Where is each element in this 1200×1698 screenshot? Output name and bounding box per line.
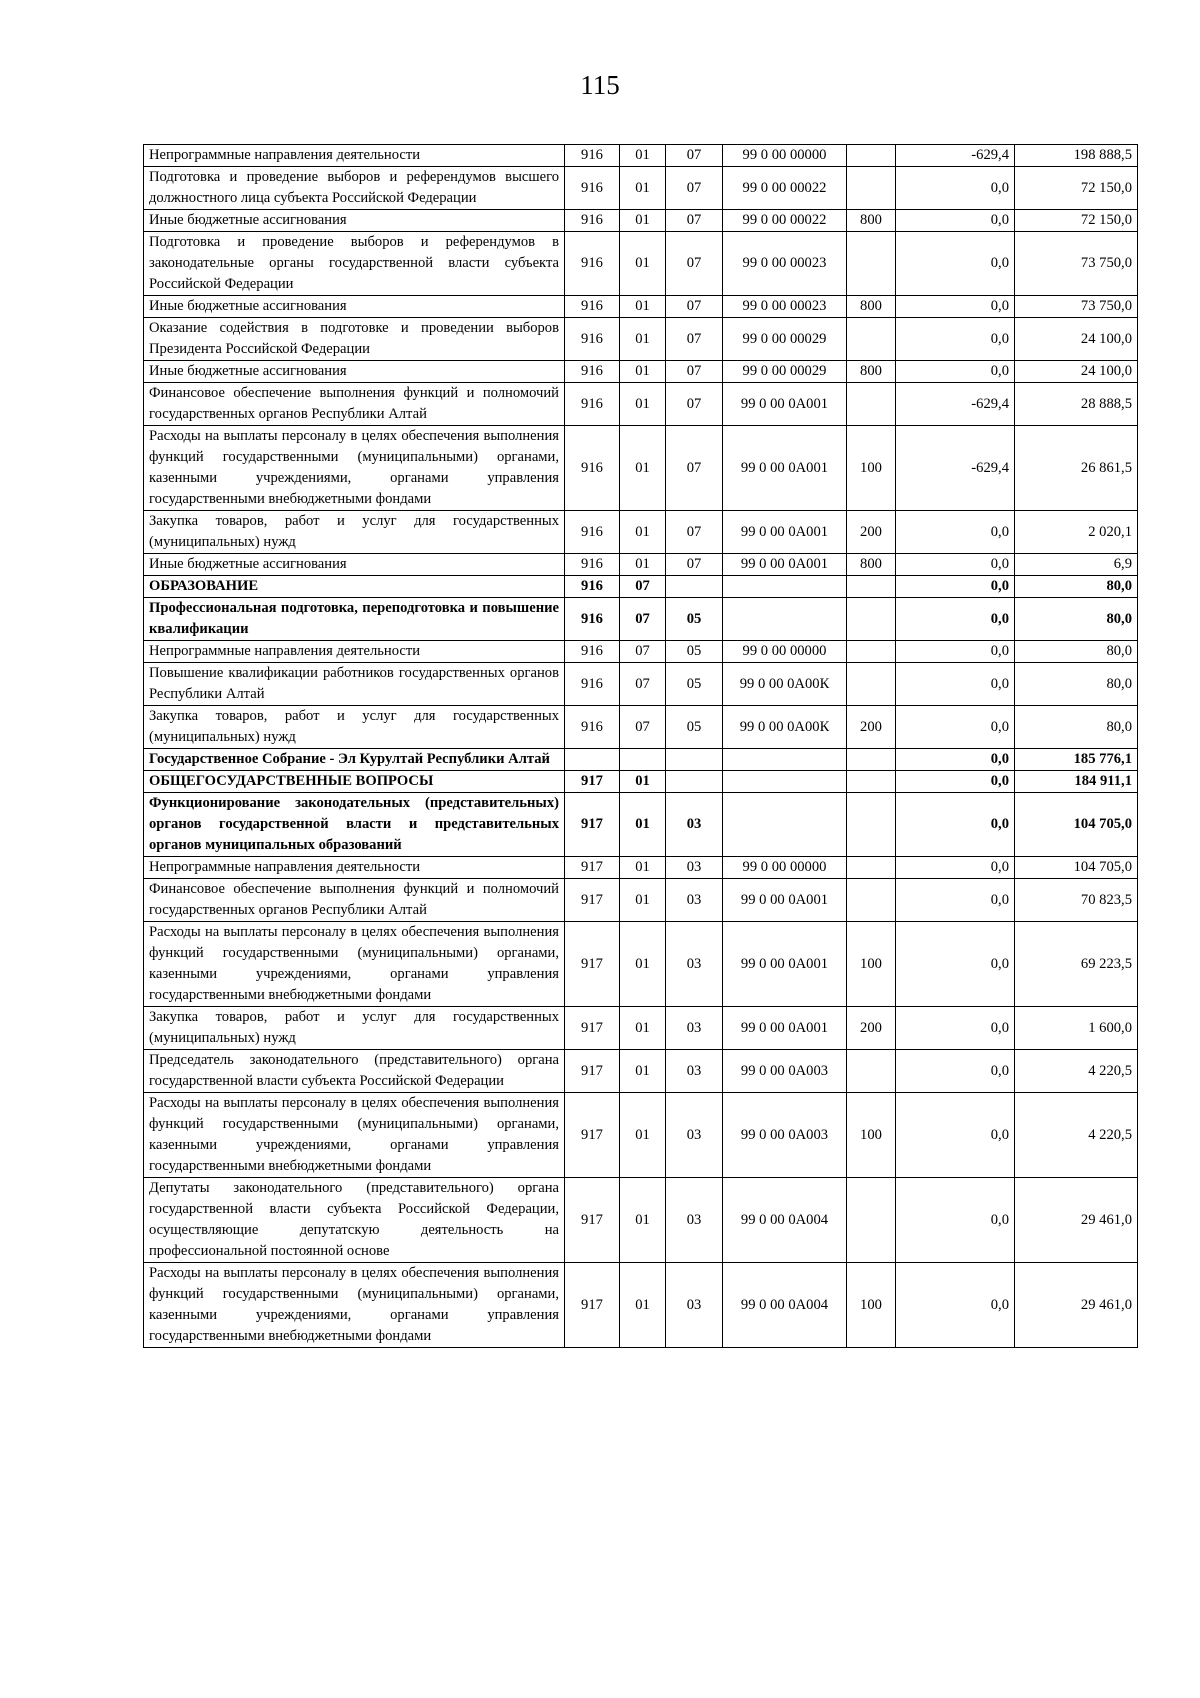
change-amount-cell: 0,0 <box>896 922 1015 1007</box>
row-name-cell: Расходы на выплаты персоналу в целях обеспечения выполнения функций государственными (муниципальными) органами, казенными учреждениями, органами управления государственными внебюджетными фондами <box>144 1093 565 1178</box>
grbs-code-cell: 916 <box>565 426 620 511</box>
change-amount-cell: 0,0 <box>896 296 1015 318</box>
change-amount-cell: 0,0 <box>896 210 1015 232</box>
expense-type-cell <box>847 1050 896 1093</box>
grbs-code-cell: 917 <box>565 1007 620 1050</box>
table-row <box>144 793 1138 857</box>
grbs-code-cell: 916 <box>565 554 620 576</box>
subsection-code-cell: 07 <box>666 426 723 511</box>
table-row <box>144 210 1138 232</box>
change-amount-cell: 0,0 <box>896 232 1015 296</box>
change-amount-cell: 0,0 <box>896 1093 1015 1178</box>
total-amount-cell: 104 705,0 <box>1015 857 1138 879</box>
row-name-cell: Расходы на выплаты персоналу в целях обеспечения выполнения функций государственными (муниципальными) органами, казенными учреждениями, органами управления государственными внебюджетными фондами <box>144 426 565 511</box>
change-amount-cell: 0,0 <box>896 749 1015 771</box>
total-amount-cell: 29 461,0 <box>1015 1263 1138 1348</box>
change-amount-cell: -629,4 <box>896 426 1015 511</box>
expense-type-cell <box>847 167 896 210</box>
expense-type-cell: 100 <box>847 1093 896 1178</box>
subsection-code-cell <box>666 749 723 771</box>
table-row <box>144 706 1138 749</box>
table-row <box>144 145 1138 167</box>
table-row <box>144 749 1138 771</box>
row-name-cell: Профессиональная подготовка, переподготовка и повышение квалификации <box>144 598 565 641</box>
expense-type-cell: 100 <box>847 1263 896 1348</box>
row-name-cell: Расходы на выплаты персоналу в целях обеспечения выполнения функций государственными (муниципальными) органами, казенными учреждениями, органами управления государственными внебюджетными фондами <box>144 1263 565 1348</box>
total-amount-cell: 70 823,5 <box>1015 879 1138 922</box>
grbs-code-cell: 916 <box>565 232 620 296</box>
section-code-cell: 07 <box>620 598 666 641</box>
change-amount-cell: 0,0 <box>896 361 1015 383</box>
table-row <box>144 1007 1138 1050</box>
expense-type-cell <box>847 232 896 296</box>
expense-type-cell: 200 <box>847 706 896 749</box>
grbs-code-cell: 916 <box>565 576 620 598</box>
total-amount-cell: 72 150,0 <box>1015 210 1138 232</box>
row-name-cell: Председатель законодательного (представительного) органа государственной власти субъекта Российской Федерации <box>144 1050 565 1093</box>
row-name-cell: ОБРАЗОВАНИЕ <box>144 576 565 598</box>
table-row <box>144 318 1138 361</box>
subsection-code-cell: 05 <box>666 598 723 641</box>
target-article-cell: 99 0 00 00000 <box>723 641 847 663</box>
section-code-cell: 01 <box>620 1093 666 1178</box>
target-article-cell: 99 0 00 00029 <box>723 361 847 383</box>
section-code-cell: 07 <box>620 576 666 598</box>
subsection-code-cell: 07 <box>666 145 723 167</box>
row-name-cell: Функционирование законодательных (представительных) органов государственной власти и представительных органов муниципальных образований <box>144 793 565 857</box>
subsection-code-cell <box>666 771 723 793</box>
target-article-cell <box>723 598 847 641</box>
grbs-code-cell: 916 <box>565 296 620 318</box>
section-code-cell: 01 <box>620 210 666 232</box>
expense-type-cell <box>847 1178 896 1263</box>
section-code-cell: 01 <box>620 511 666 554</box>
row-name-cell: Непрограммные направления деятельности <box>144 641 565 663</box>
expense-type-cell: 100 <box>847 922 896 1007</box>
change-amount-cell: 0,0 <box>896 771 1015 793</box>
subsection-code-cell: 07 <box>666 296 723 318</box>
section-code-cell: 01 <box>620 771 666 793</box>
subsection-code-cell: 07 <box>666 511 723 554</box>
page-number: 115 <box>580 70 620 100</box>
section-code-cell: 01 <box>620 318 666 361</box>
table-row <box>144 1093 1138 1178</box>
row-name-cell: Расходы на выплаты персоналу в целях обеспечения выполнения функций государственными (муниципальными) органами, казенными учреждениями, органами управления государственными внебюджетными фондами <box>144 922 565 1007</box>
section-code-cell <box>620 749 666 771</box>
section-code-cell: 01 <box>620 857 666 879</box>
table-row <box>144 771 1138 793</box>
subsection-code-cell: 03 <box>666 1050 723 1093</box>
change-amount-cell: 0,0 <box>896 879 1015 922</box>
row-name-cell: Непрограммные направления деятельности <box>144 145 565 167</box>
expense-type-cell: 100 <box>847 426 896 511</box>
table-row <box>144 383 1138 426</box>
total-amount-cell: 73 750,0 <box>1015 232 1138 296</box>
table-body <box>144 145 1138 1348</box>
section-code-cell: 07 <box>620 663 666 706</box>
table-row <box>144 167 1138 210</box>
change-amount-cell: 0,0 <box>896 663 1015 706</box>
expense-type-cell <box>847 598 896 641</box>
table-row <box>144 1050 1138 1093</box>
row-name-cell: Финансовое обеспечение выполнения функций и полномочий государственных органов Республики Алтай <box>144 879 565 922</box>
expense-type-cell <box>847 318 896 361</box>
section-code-cell: 01 <box>620 879 666 922</box>
change-amount-cell: 0,0 <box>896 576 1015 598</box>
total-amount-cell: 69 223,5 <box>1015 922 1138 1007</box>
grbs-code-cell: 917 <box>565 1178 620 1263</box>
row-name-cell: Подготовка и проведение выборов и референдумов в законодательные органы государственной власти субъекта Российской Федерации <box>144 232 565 296</box>
total-amount-cell: 104 705,0 <box>1015 793 1138 857</box>
total-amount-cell: 29 461,0 <box>1015 1178 1138 1263</box>
grbs-code-cell: 917 <box>565 922 620 1007</box>
row-name-cell: Повышение квалификации работников государственных органов Республики Алтай <box>144 663 565 706</box>
section-code-cell: 01 <box>620 296 666 318</box>
total-amount-cell: 80,0 <box>1015 706 1138 749</box>
expense-type-cell: 800 <box>847 554 896 576</box>
total-amount-cell: 72 150,0 <box>1015 167 1138 210</box>
section-code-cell: 01 <box>620 232 666 296</box>
table-row <box>144 922 1138 1007</box>
total-amount-cell: 73 750,0 <box>1015 296 1138 318</box>
table-row <box>144 857 1138 879</box>
grbs-code-cell: 916 <box>565 511 620 554</box>
table-row <box>144 554 1138 576</box>
change-amount-cell: 0,0 <box>896 706 1015 749</box>
table-row <box>144 1263 1138 1348</box>
subsection-code-cell: 07 <box>666 383 723 426</box>
change-amount-cell: 0,0 <box>896 511 1015 554</box>
change-amount-cell: 0,0 <box>896 554 1015 576</box>
target-article-cell: 99 0 00 0А00К <box>723 706 847 749</box>
target-article-cell: 99 0 00 0А00К <box>723 663 847 706</box>
subsection-code-cell: 05 <box>666 641 723 663</box>
grbs-code-cell: 916 <box>565 641 620 663</box>
expense-type-cell: 800 <box>847 361 896 383</box>
table-row <box>144 879 1138 922</box>
change-amount-cell: 0,0 <box>896 1007 1015 1050</box>
table-row <box>144 426 1138 511</box>
target-article-cell: 99 0 00 0А001 <box>723 383 847 426</box>
row-name-cell: Иные бюджетные ассигнования <box>144 361 565 383</box>
subsection-code-cell: 07 <box>666 210 723 232</box>
section-code-cell: 01 <box>620 383 666 426</box>
subsection-code-cell: 05 <box>666 663 723 706</box>
budget-table <box>143 144 1138 1348</box>
target-article-cell <box>723 771 847 793</box>
section-code-cell: 01 <box>620 1178 666 1263</box>
row-name-cell: Подготовка и проведение выборов и референдумов высшего должностного лица субъекта Российской Федерации <box>144 167 565 210</box>
row-name-cell: Иные бюджетные ассигнования <box>144 554 565 576</box>
grbs-code-cell: 916 <box>565 663 620 706</box>
target-article-cell: 99 0 00 00000 <box>723 857 847 879</box>
change-amount-cell: 0,0 <box>896 1178 1015 1263</box>
section-code-cell: 01 <box>620 145 666 167</box>
grbs-code-cell: 917 <box>565 1263 620 1348</box>
section-code-cell: 01 <box>620 1007 666 1050</box>
row-name-cell: Оказание содействия в подготовке и проведении выборов Президента Российской Федерации <box>144 318 565 361</box>
expense-type-cell <box>847 145 896 167</box>
total-amount-cell: 198 888,5 <box>1015 145 1138 167</box>
total-amount-cell: 24 100,0 <box>1015 361 1138 383</box>
expense-type-cell <box>847 383 896 426</box>
row-name-cell: Закупка товаров, работ и услуг для государственных (муниципальных) нужд <box>144 511 565 554</box>
row-name-cell: Иные бюджетные ассигнования <box>144 296 565 318</box>
grbs-code-cell: 917 <box>565 793 620 857</box>
target-article-cell: 99 0 00 00022 <box>723 167 847 210</box>
target-article-cell: 99 0 00 00023 <box>723 232 847 296</box>
total-amount-cell: 4 220,5 <box>1015 1093 1138 1178</box>
grbs-code-cell: 917 <box>565 1050 620 1093</box>
grbs-code-cell: 916 <box>565 167 620 210</box>
expense-type-cell <box>847 793 896 857</box>
row-name-cell: ОБЩЕГОСУДАРСТВЕННЫЕ ВОПРОСЫ <box>144 771 565 793</box>
change-amount-cell: 0,0 <box>896 167 1015 210</box>
table-row <box>144 232 1138 296</box>
target-article-cell: 99 0 00 0А001 <box>723 1007 847 1050</box>
table-row <box>144 641 1138 663</box>
target-article-cell: 99 0 00 0А003 <box>723 1050 847 1093</box>
total-amount-cell: 80,0 <box>1015 576 1138 598</box>
row-name-cell: Государственное Собрание - Эл Курултай Республики Алтай <box>144 749 565 771</box>
total-amount-cell: 80,0 <box>1015 641 1138 663</box>
change-amount-cell: -629,4 <box>896 145 1015 167</box>
table-row <box>144 576 1138 598</box>
target-article-cell: 99 0 00 0А003 <box>723 1093 847 1178</box>
subsection-code-cell: 03 <box>666 1178 723 1263</box>
grbs-code-cell: 916 <box>565 318 620 361</box>
change-amount-cell: -629,4 <box>896 383 1015 426</box>
subsection-code-cell: 07 <box>666 167 723 210</box>
target-article-cell: 99 0 00 00000 <box>723 145 847 167</box>
subsection-code-cell: 03 <box>666 857 723 879</box>
target-article-cell: 99 0 00 00029 <box>723 318 847 361</box>
expense-type-cell: 800 <box>847 296 896 318</box>
section-code-cell: 07 <box>620 706 666 749</box>
grbs-code-cell: 917 <box>565 771 620 793</box>
subsection-code-cell: 03 <box>666 879 723 922</box>
section-code-cell: 01 <box>620 1263 666 1348</box>
target-article-cell: 99 0 00 0А004 <box>723 1178 847 1263</box>
row-name-cell: Закупка товаров, работ и услуг для государственных (муниципальных) нужд <box>144 706 565 749</box>
target-article-cell: 99 0 00 0А001 <box>723 426 847 511</box>
target-article-cell: 99 0 00 00023 <box>723 296 847 318</box>
expense-type-cell <box>847 749 896 771</box>
row-name-cell: Непрограммные направления деятельности <box>144 857 565 879</box>
total-amount-cell: 2 020,1 <box>1015 511 1138 554</box>
table-row <box>144 663 1138 706</box>
expense-type-cell: 200 <box>847 1007 896 1050</box>
subsection-code-cell: 07 <box>666 318 723 361</box>
total-amount-cell: 4 220,5 <box>1015 1050 1138 1093</box>
section-code-cell: 01 <box>620 1050 666 1093</box>
expense-type-cell <box>847 576 896 598</box>
section-code-cell: 01 <box>620 426 666 511</box>
target-article-cell <box>723 749 847 771</box>
grbs-code-cell: 917 <box>565 1093 620 1178</box>
grbs-code-cell: 917 <box>565 857 620 879</box>
target-article-cell: 99 0 00 0А001 <box>723 922 847 1007</box>
expense-type-cell <box>847 879 896 922</box>
grbs-code-cell: 916 <box>565 598 620 641</box>
total-amount-cell: 184 911,1 <box>1015 771 1138 793</box>
section-code-cell: 01 <box>620 793 666 857</box>
table-row <box>144 598 1138 641</box>
total-amount-cell: 6,9 <box>1015 554 1138 576</box>
grbs-code-cell: 916 <box>565 383 620 426</box>
target-article-cell: 99 0 00 0А001 <box>723 879 847 922</box>
subsection-code-cell: 03 <box>666 1093 723 1178</box>
grbs-code-cell: 916 <box>565 145 620 167</box>
target-article-cell <box>723 793 847 857</box>
row-name-cell: Депутаты законодательного (представительного) органа государственной власти субъекта Российской Федерации, осуществляющие депутатскую деятельность на профессиональной постоянной основе <box>144 1178 565 1263</box>
total-amount-cell: 185 776,1 <box>1015 749 1138 771</box>
expense-type-cell <box>847 663 896 706</box>
subsection-code-cell: 07 <box>666 554 723 576</box>
expense-type-cell: 200 <box>847 511 896 554</box>
row-name-cell: Иные бюджетные ассигнования <box>144 210 565 232</box>
section-code-cell: 01 <box>620 167 666 210</box>
subsection-code-cell: 03 <box>666 1007 723 1050</box>
target-article-cell: 99 0 00 0А001 <box>723 511 847 554</box>
subsection-code-cell: 07 <box>666 232 723 296</box>
grbs-code-cell: 916 <box>565 361 620 383</box>
total-amount-cell: 1 600,0 <box>1015 1007 1138 1050</box>
expense-type-cell: 800 <box>847 210 896 232</box>
expense-type-cell <box>847 857 896 879</box>
total-amount-cell: 28 888,5 <box>1015 383 1138 426</box>
change-amount-cell: 0,0 <box>896 1050 1015 1093</box>
grbs-code-cell <box>565 749 620 771</box>
total-amount-cell: 24 100,0 <box>1015 318 1138 361</box>
table-row <box>144 296 1138 318</box>
subsection-code-cell: 03 <box>666 793 723 857</box>
change-amount-cell: 0,0 <box>896 598 1015 641</box>
subsection-code-cell: 07 <box>666 361 723 383</box>
row-name-cell: Финансовое обеспечение выполнения функций и полномочий государственных органов Республики Алтай <box>144 383 565 426</box>
section-code-cell: 01 <box>620 922 666 1007</box>
change-amount-cell: 0,0 <box>896 641 1015 663</box>
change-amount-cell: 0,0 <box>896 793 1015 857</box>
target-article-cell: 99 0 00 00022 <box>723 210 847 232</box>
subsection-code-cell: 03 <box>666 922 723 1007</box>
total-amount-cell: 80,0 <box>1015 663 1138 706</box>
change-amount-cell: 0,0 <box>896 857 1015 879</box>
target-article-cell: 99 0 00 0А004 <box>723 1263 847 1348</box>
section-code-cell: 01 <box>620 554 666 576</box>
change-amount-cell: 0,0 <box>896 1263 1015 1348</box>
target-article-cell: 99 0 00 0А001 <box>723 554 847 576</box>
subsection-code-cell: 05 <box>666 706 723 749</box>
total-amount-cell: 80,0 <box>1015 598 1138 641</box>
change-amount-cell: 0,0 <box>896 318 1015 361</box>
expense-type-cell <box>847 771 896 793</box>
table-row <box>144 511 1138 554</box>
target-article-cell <box>723 576 847 598</box>
subsection-code-cell: 03 <box>666 1263 723 1348</box>
subsection-code-cell <box>666 576 723 598</box>
expense-type-cell <box>847 641 896 663</box>
grbs-code-cell: 916 <box>565 706 620 749</box>
section-code-cell: 07 <box>620 641 666 663</box>
row-name-cell: Закупка товаров, работ и услуг для государственных (муниципальных) нужд <box>144 1007 565 1050</box>
grbs-code-cell: 916 <box>565 210 620 232</box>
table-row <box>144 1178 1138 1263</box>
total-amount-cell: 26 861,5 <box>1015 426 1138 511</box>
section-code-cell: 01 <box>620 361 666 383</box>
table-row <box>144 361 1138 383</box>
grbs-code-cell: 917 <box>565 879 620 922</box>
